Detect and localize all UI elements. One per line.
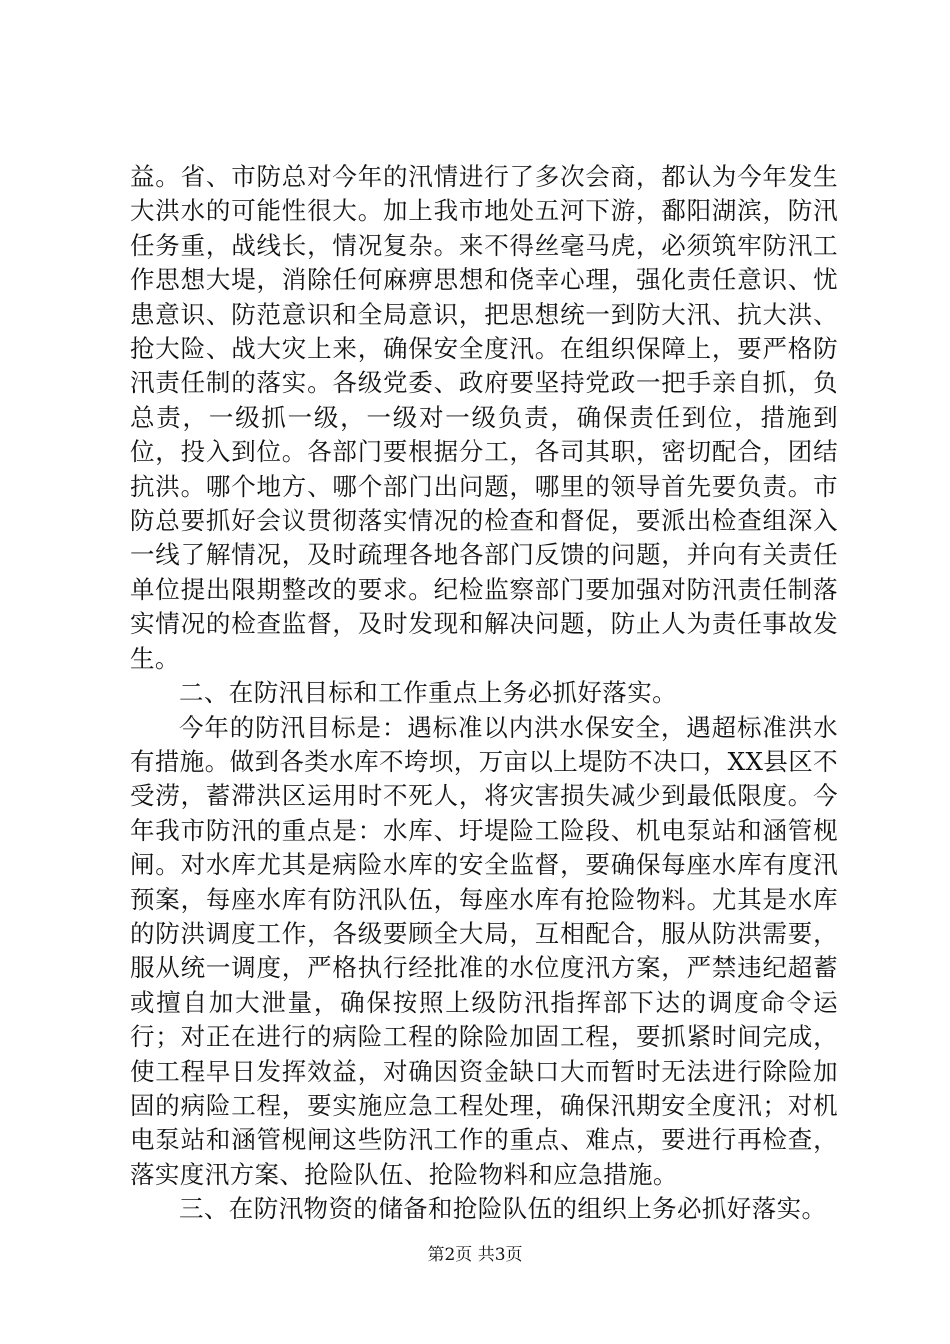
page-number: 第2页 共3页 xyxy=(427,1245,523,1265)
page-footer xyxy=(0,1244,950,1266)
paragraph-continuation: 益。省、市防总对今年的汛情进行了多次会商，都认为今年发生大洪水的可能性很大。加上我市地处五河下游，鄱阳湖滨，防汛任务重，战线长，情况复杂。来不得丝毫马虎，必须筑牢防汛工作思想大堤，消除任何麻痹思想和侥幸心理，强化责任意识、忧患意识、防范意识和全局意识，把思想统一到防大汛、抗大洪、抢大险、战大灾上来，确保安全度汛。在组织保障上，要严格防汛责任制的落实。各级党委、政府要坚持党政一把手亲自抓，负总责，一级抓一级，一级对一级负责，确保责任到位，措施到位，投入到位。各部门要根据分工，各司其职，密切配合，团结抗洪。哪个地方、哪个部门出问题，哪里的领导首先要负责。市防总要抓好会议贯彻落实情况的检查和督促，要派出检查组深入一线了解情况，及时疏理各地各部门反馈的问题，并向有关责任单位提出限期整改的要求。纪检监察部门要加强对防汛责任制落实情况的检查监督，及时发现和解决问题，防止人为责任事故发生。 xyxy=(130,162,838,673)
section-heading-three: 三、在防汛物资的储备和抢险队伍的组织上务必抓好落实。 xyxy=(179,1194,827,1224)
section-heading-two: 二、在防汛目标和工作重点上务必抓好落实。 xyxy=(179,678,677,708)
document-body xyxy=(130,160,838,1227)
paragraph-flood-targets: 今年的防汛目标是：遇标准以内洪水保安全，遇超标准洪水有措施。做到各类水库不垮坝，万亩以上堤防不决口，XX县区不受涝，蓄滞洪区运用时不死人，将灾害损失减少到最低限度。今年我市防汛的重点是：水库、圩堤险工险段、机电泵站和涵管枧闸。对水库尤其是病险水库的安全监督，要确保每座水库有度汛预案，每座水库有防汛队伍，每座水库有抢险物料。尤其是水库的防洪调度工作，各级要顾全大局，互相配合，服从防洪需要，服从统一调度，严格执行经批准的水位度汛方案，严禁违纪超蓄或擅自加大泄量，确保按照上级防汛指挥部下达的调度命令运行；对正在进行的病险工程的除险加固工程，要抓紧时间完成，使工程早日发挥效益，对确因资金缺口大而暂时无法进行除险加固的病险工程，要实施应急工程处理，确保汛期安全度汛；对机电泵站和涵管枧闸这些防汛工作的重点、难点，要进行再检查，落实度汛方案、抢险队伍、抢险物料和应急措施。 xyxy=(130,712,838,1189)
